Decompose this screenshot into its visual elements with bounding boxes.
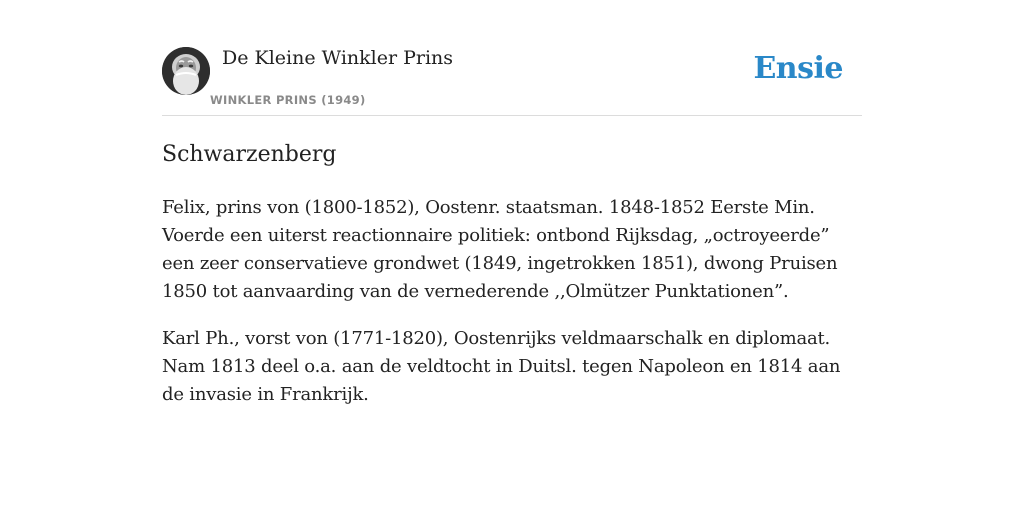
bearded-man-portrait-icon	[162, 47, 210, 95]
source-subtitle: WINKLER PRINS (1949)	[210, 93, 366, 107]
article-title: Schwarzenberg	[162, 142, 337, 167]
article-paragraph-karl: Karl Ph., vorst von (1771-1820), Oostenrijks veldmaarschalk en diplomaat. Nam 1813 deel o.a. aan de veldtocht in Duitsl. tegen Napoleon en 1814 aan de invasie in Frankrijk.	[162, 328, 841, 405]
ensie-logo-link[interactable]: Ensie	[753, 51, 843, 86]
article-paragraph-felix: Felix, prins von (1800-1852), Oostenr. staatsman. 1848-1852 Eerste Min. Voerde een uiterst reactionnaire politiek: ontbond Rijksdag, „octroyeerde” een zeer conservatieve grondwet (1849, ingetrokken 1851), dwong Pruisen 1850 tot aanvaarding van de vernederende ,,Olmützer Punktationen”.	[162, 197, 838, 302]
source-title[interactable]: De Kleine Winkler Prins	[222, 47, 454, 69]
page	[162, 0, 862, 409]
source-header	[162, 0, 862, 116]
source-avatar[interactable]	[162, 47, 210, 95]
